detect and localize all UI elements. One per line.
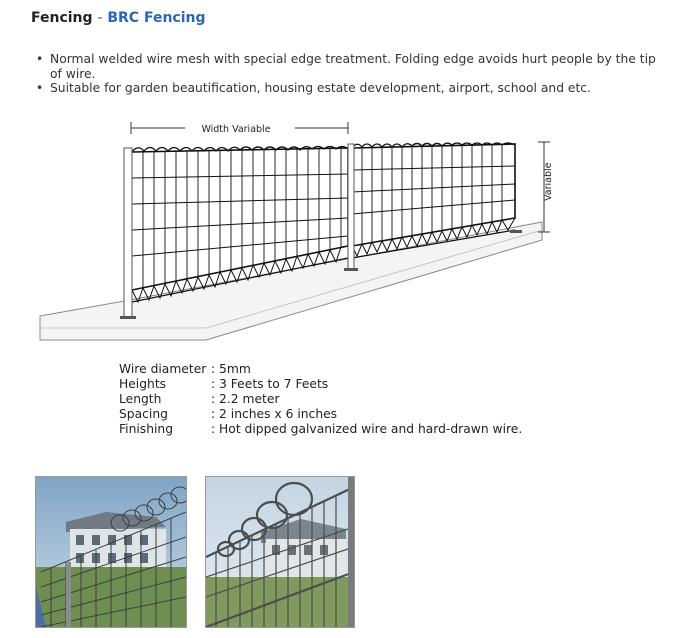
feature-item: • Suitable for garden beautification, housing estate development, airport, school and etc. [36,81,656,96]
spec-table [119,362,522,437]
spec-label: Spacing [119,407,168,421]
width-label: Width Variable [201,124,271,135]
title-separator: - [97,10,103,26]
spec-value: : 2 inches x 6 inches [211,407,338,421]
concrete-base [40,222,542,340]
spec-label: Length [119,392,162,406]
spec-label: Finishing [119,422,174,436]
spec-value: : Hot dipped galvanized wire and hard-drawn wire. [211,422,523,436]
spec-row [119,377,522,392]
fence-diagram [30,118,570,358]
height-label: Variable [543,162,554,201]
spec-label: Wire diameter [119,362,207,376]
category-title: Fencing [31,10,93,26]
spec-label: Heights [119,377,167,391]
spec-row [119,392,522,407]
product-title: BRC Fencing [107,10,206,26]
spec-value: : 2.2 meter [211,392,280,406]
feature-item: • Normal welded wire mesh with special edge treatment. Folding edge avoids hurt people by the tip of wire. [36,52,656,81]
spec-value: : 3 Feets to 7 Feets [211,377,329,391]
spec-row [119,422,522,437]
spec-row [119,407,522,422]
fence-photo [205,476,355,628]
spec-row [119,362,522,377]
fence-photo [35,476,187,628]
spec-value: : 5mm [211,362,251,376]
feature-list [36,52,656,96]
page-title [31,10,206,26]
